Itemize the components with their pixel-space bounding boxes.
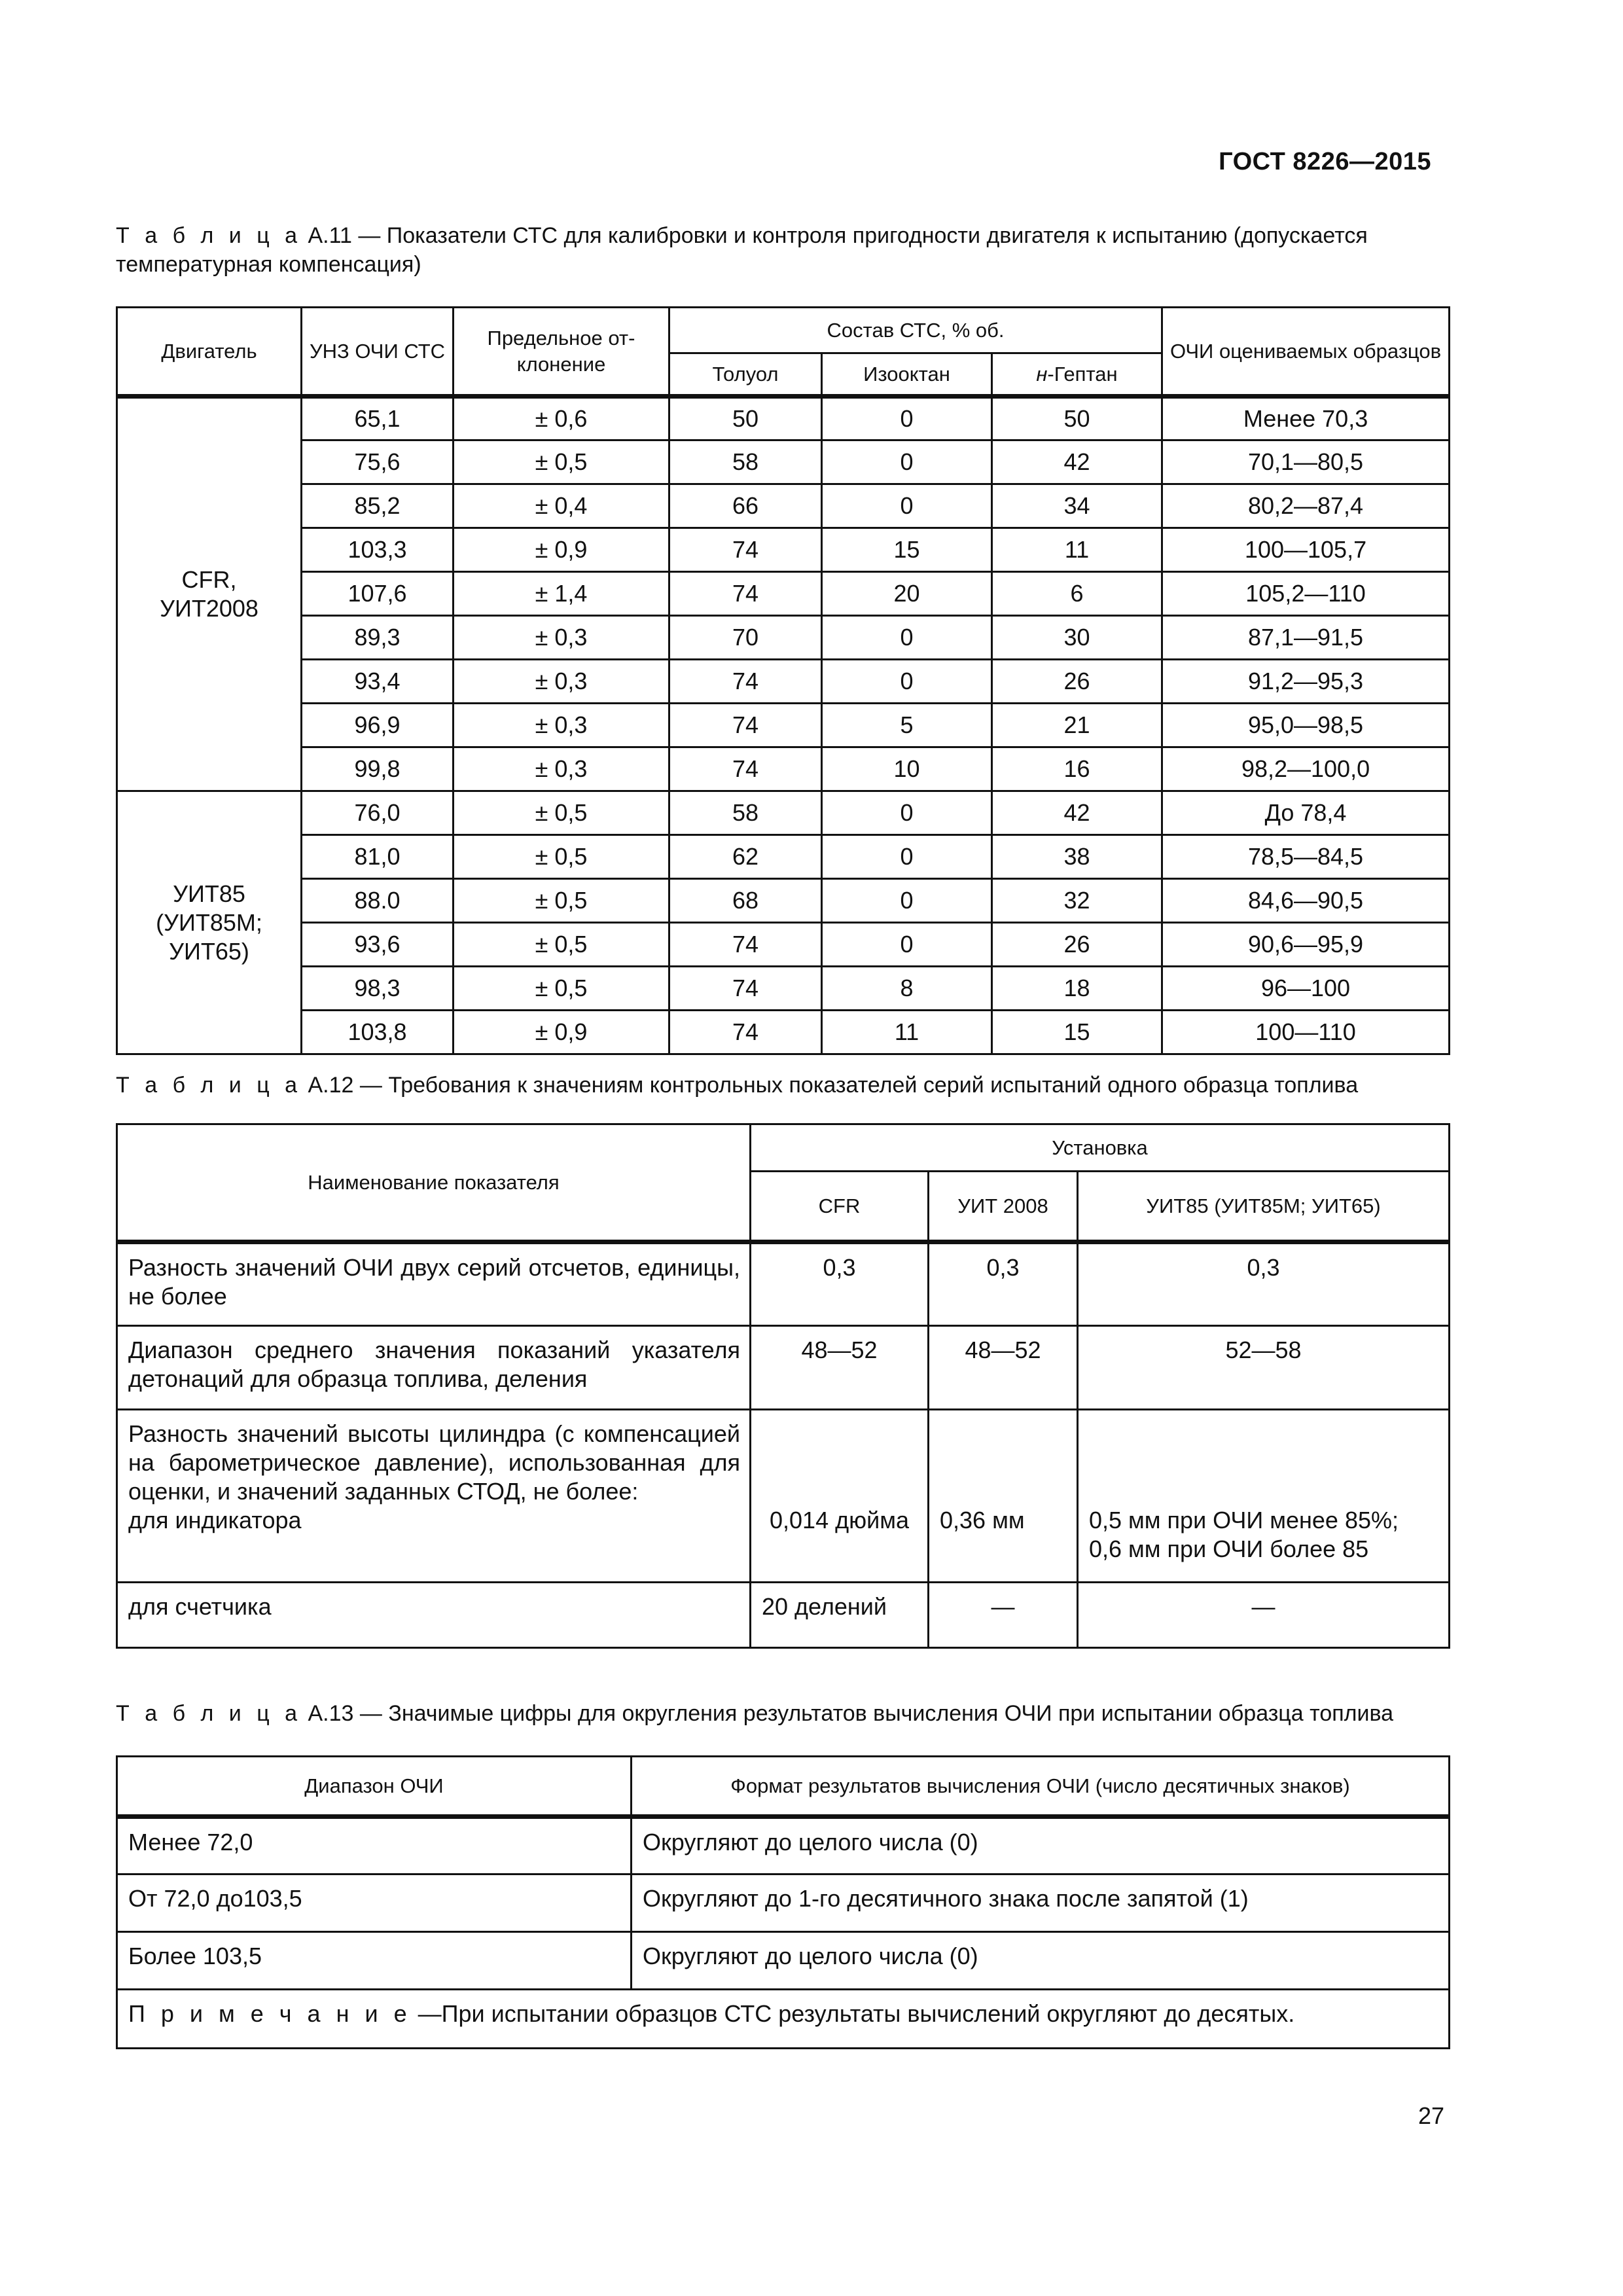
toluene-value: 74 xyxy=(669,747,822,791)
deviation-value: ± 0,5 xyxy=(454,835,669,879)
indicator-name: Диапазон среднего значения показаний указателя детонаций для образца топлива, деления xyxy=(117,1326,751,1410)
samples-value: 70,1—80,5 xyxy=(1162,440,1450,484)
indicator-name-text: Разность значений высоты цилиндра (с компенсацией на барометрическое давление), использованная для оценки, и значений заданных СТОД, не более: xyxy=(128,1420,740,1505)
deviation-value: ± 0,5 xyxy=(454,440,669,484)
table-row xyxy=(117,1932,1450,1990)
table-a13-caption xyxy=(116,1699,1448,1728)
isooctane-value: 0 xyxy=(822,440,992,484)
samples-value: 84,6—90,5 xyxy=(1162,879,1450,923)
deviation-value: ± 0,4 xyxy=(454,484,669,528)
table-row xyxy=(117,1410,1450,1583)
isooctane-value: 0 xyxy=(822,923,992,967)
deviation-value: ± 0,3 xyxy=(454,660,669,704)
onz-value: 75,6 xyxy=(302,440,454,484)
deviation-value: ± 0,3 xyxy=(454,704,669,747)
table-row xyxy=(117,967,1450,1011)
indicator-name: для счетчика xyxy=(117,1583,751,1648)
isooctane-value: 0 xyxy=(822,879,992,923)
heptane-value: 26 xyxy=(992,660,1162,704)
samples-value: 78,5—84,5 xyxy=(1162,835,1450,879)
samples-value: 98,2—100,0 xyxy=(1162,747,1450,791)
table-row xyxy=(117,528,1450,572)
page-number: 27 xyxy=(1418,2102,1444,2129)
isooctane-value: 0 xyxy=(822,835,992,879)
toluene-value: 74 xyxy=(669,704,822,747)
value-uit85: 52—58 xyxy=(1078,1326,1450,1410)
onz-value: 89,3 xyxy=(302,616,454,660)
table-row xyxy=(117,1817,1450,1874)
format-value: Округляют до целого числа (0) xyxy=(632,1817,1450,1874)
col-composition: Состав СТС, % об. xyxy=(669,308,1162,353)
heptane-value: 38 xyxy=(992,835,1162,879)
range-value: Менее 72,0 xyxy=(117,1817,632,1874)
col-deviation: Предельное от-клонение xyxy=(454,308,669,397)
toluene-value: 66 xyxy=(669,484,822,528)
toluene-value: 74 xyxy=(669,1011,822,1054)
table-row xyxy=(117,572,1450,616)
table-row xyxy=(117,440,1450,484)
table-row xyxy=(117,835,1450,879)
table-row xyxy=(117,484,1450,528)
table-a11-caption xyxy=(116,221,1448,279)
col-cfr: CFR xyxy=(751,1172,929,1242)
table-row xyxy=(117,747,1450,791)
caption-text: А.11 — Показатели СТС для калибровки и контроля пригодности двигателя к испытанию (допускается температурная компенсация) xyxy=(116,223,1368,277)
note-text: —При испытании образцов СТС результаты вычислений округляют до десятых. xyxy=(411,2000,1295,2027)
deviation-value: ± 0,5 xyxy=(454,791,669,835)
samples-value: 91,2—95,3 xyxy=(1162,660,1450,704)
samples-value: 87,1—91,5 xyxy=(1162,616,1450,660)
col-toluene: Толуол xyxy=(669,353,822,397)
samples-value: 80,2—87,4 xyxy=(1162,484,1450,528)
table-note xyxy=(117,1990,1450,2049)
table-row xyxy=(117,1326,1450,1410)
heptane-value: 15 xyxy=(992,1011,1162,1054)
toluene-value: 58 xyxy=(669,791,822,835)
table-row xyxy=(117,923,1450,967)
isooctane-value: 0 xyxy=(822,791,992,835)
table-row xyxy=(117,397,1450,440)
toluene-value: 74 xyxy=(669,528,822,572)
toluene-value: 68 xyxy=(669,879,822,923)
format-value: Округляют до 1-го десятичного знака после запятой (1) xyxy=(632,1874,1450,1932)
col-isooctane: Изооктан xyxy=(822,353,992,397)
samples-value: 100—105,7 xyxy=(1162,528,1450,572)
toluene-value: 74 xyxy=(669,572,822,616)
toluene-value: 58 xyxy=(669,440,822,484)
heptane-value: 18 xyxy=(992,967,1162,1011)
deviation-value: ± 0,9 xyxy=(454,1011,669,1054)
col-samples: ОЧИ оцениваемых образцов xyxy=(1162,308,1450,397)
isooctane-value: 8 xyxy=(822,967,992,1011)
samples-value: Менее 70,3 xyxy=(1162,397,1450,440)
value-cfr: 20 делений xyxy=(751,1583,929,1648)
note-prefix: П р и м е ч а н и е xyxy=(128,2000,412,2027)
engine-name: УИТ85 (УИТ85М; УИТ65) xyxy=(117,791,302,1054)
value-uit2008: 0,36 мм xyxy=(929,1410,1078,1583)
value-uit2008: — xyxy=(929,1583,1078,1648)
caption-text: А.12 — Требования к значениям контрольных показателей серий испытаний одного образца топлива xyxy=(302,1073,1359,1098)
isooctane-value: 20 xyxy=(822,572,992,616)
col-heptane xyxy=(992,353,1162,397)
onz-value: 103,8 xyxy=(302,1011,454,1054)
col-indicator-name: Наименование показателя xyxy=(117,1124,751,1242)
toluene-value: 74 xyxy=(669,660,822,704)
onz-value: 88.0 xyxy=(302,879,454,923)
heptane-value: 30 xyxy=(992,616,1162,660)
caption-prefix: Т а б л и ц а xyxy=(116,1701,302,1726)
caption-text: А.13 — Значимые цифры для округления результатов вычисления ОЧИ при испытании образца топлива xyxy=(302,1701,1394,1726)
indicator-name xyxy=(117,1410,751,1583)
onz-value: 96,9 xyxy=(302,704,454,747)
col-uit2008: УИТ 2008 xyxy=(929,1172,1078,1242)
caption-prefix: Т а б л и ц а xyxy=(116,223,302,248)
samples-value: 90,6—95,9 xyxy=(1162,923,1450,967)
table-row xyxy=(117,791,1450,835)
indicator-name: Разность значений ОЧИ двух серий отсчетов, единицы, не более xyxy=(117,1242,751,1326)
table-row xyxy=(117,660,1450,704)
table-row xyxy=(117,616,1450,660)
isooctane-value: 11 xyxy=(822,1011,992,1054)
toluene-value: 62 xyxy=(669,835,822,879)
samples-value: 105,2—110 xyxy=(1162,572,1450,616)
heptane-value: 34 xyxy=(992,484,1162,528)
table-row xyxy=(117,1242,1450,1326)
onz-value: 99,8 xyxy=(302,747,454,791)
value-cfr: 0,014 дюйма xyxy=(751,1410,929,1583)
onz-value: 85,2 xyxy=(302,484,454,528)
onz-value: 103,3 xyxy=(302,528,454,572)
table-row xyxy=(117,879,1450,923)
heptane-value: 42 xyxy=(992,440,1162,484)
isooctane-value: 5 xyxy=(822,704,992,747)
heptane-value: 32 xyxy=(992,879,1162,923)
engine-name: CFR, УИТ2008 xyxy=(117,397,302,791)
value-uit85 xyxy=(1078,1410,1450,1583)
table-row xyxy=(117,1583,1450,1648)
samples-value: 95,0—98,5 xyxy=(1162,704,1450,747)
value-uit85: — xyxy=(1078,1583,1450,1648)
isooctane-value: 0 xyxy=(822,397,992,440)
table-row xyxy=(117,704,1450,747)
toluene-value: 74 xyxy=(669,923,822,967)
isooctane-value: 10 xyxy=(822,747,992,791)
deviation-value: ± 1,4 xyxy=(454,572,669,616)
table-a12 xyxy=(116,1123,1450,1649)
samples-value: 100—110 xyxy=(1162,1011,1450,1054)
toluene-value: 50 xyxy=(669,397,822,440)
onz-value: 76,0 xyxy=(302,791,454,835)
onz-value: 93,6 xyxy=(302,923,454,967)
deviation-value: ± 0,5 xyxy=(454,967,669,1011)
heptane-value: 6 xyxy=(992,572,1162,616)
table-a11 xyxy=(116,306,1450,1055)
value-uit85-line2: 0,6 мм при ОЧИ более 85 xyxy=(1089,1535,1369,1562)
table-row xyxy=(117,1874,1450,1932)
isooctane-value: 0 xyxy=(822,616,992,660)
range-value: Более 103,5 xyxy=(117,1932,632,1990)
value-uit2008: 48—52 xyxy=(929,1326,1078,1410)
deviation-value: ± 0,9 xyxy=(454,528,669,572)
heptane-value: 11 xyxy=(992,528,1162,572)
onz-value: 93,4 xyxy=(302,660,454,704)
onz-value: 81,0 xyxy=(302,835,454,879)
value-cfr: 48—52 xyxy=(751,1326,929,1410)
deviation-value: ± 0,5 xyxy=(454,879,669,923)
table-a13 xyxy=(116,1755,1450,2049)
table-row xyxy=(117,1011,1450,1054)
value-uit85-line1: 0,5 мм при ОЧИ менее 85%; xyxy=(1089,1507,1399,1534)
col-range: Диапазон ОЧИ xyxy=(117,1757,632,1817)
isooctane-value: 15 xyxy=(822,528,992,572)
col-setup: Установка xyxy=(751,1124,1450,1172)
deviation-value: ± 0,5 xyxy=(454,923,669,967)
toluene-value: 74 xyxy=(669,967,822,1011)
deviation-value: ± 0,3 xyxy=(454,747,669,791)
deviation-value: ± 0,6 xyxy=(454,397,669,440)
heptane-value: 26 xyxy=(992,923,1162,967)
col-onz: УНЗ ОЧИ СТС xyxy=(302,308,454,397)
heptane-value: 50 xyxy=(992,397,1162,440)
table-a12-caption xyxy=(116,1071,1448,1100)
heptane-value: 42 xyxy=(992,791,1162,835)
isooctane-value: 0 xyxy=(822,484,992,528)
onz-value: 65,1 xyxy=(302,397,454,440)
deviation-value: ± 0,3 xyxy=(454,616,669,660)
onz-value: 107,6 xyxy=(302,572,454,616)
heptane-value: 16 xyxy=(992,747,1162,791)
range-value: От 72,0 до103,5 xyxy=(117,1874,632,1932)
onz-value: 98,3 xyxy=(302,967,454,1011)
heptane-value: 21 xyxy=(992,704,1162,747)
indicator-sub-label: для индикатора xyxy=(128,1507,302,1534)
samples-value: До 78,4 xyxy=(1162,791,1450,835)
value-cfr: 0,3 xyxy=(751,1242,929,1326)
heptane-prefix: н xyxy=(1036,362,1048,386)
col-engine: Двигатель xyxy=(117,308,302,397)
format-value: Округляют до целого числа (0) xyxy=(632,1932,1450,1990)
samples-value: 96—100 xyxy=(1162,967,1450,1011)
caption-prefix: Т а б л и ц а xyxy=(116,1073,302,1098)
isooctane-value: 0 xyxy=(822,660,992,704)
value-uit2008: 0,3 xyxy=(929,1242,1078,1326)
col-format: Формат результатов вычисления ОЧИ (число десятичных знаков) xyxy=(632,1757,1450,1817)
table-note-row xyxy=(117,1990,1450,2049)
value-uit85: 0,3 xyxy=(1078,1242,1450,1326)
toluene-value: 70 xyxy=(669,616,822,660)
heptane-label: -Гептан xyxy=(1047,362,1118,386)
document-code: ГОСТ 8226—2015 xyxy=(1219,148,1431,175)
col-uit85: УИТ85 (УИТ85М; УИТ65) xyxy=(1078,1172,1450,1242)
